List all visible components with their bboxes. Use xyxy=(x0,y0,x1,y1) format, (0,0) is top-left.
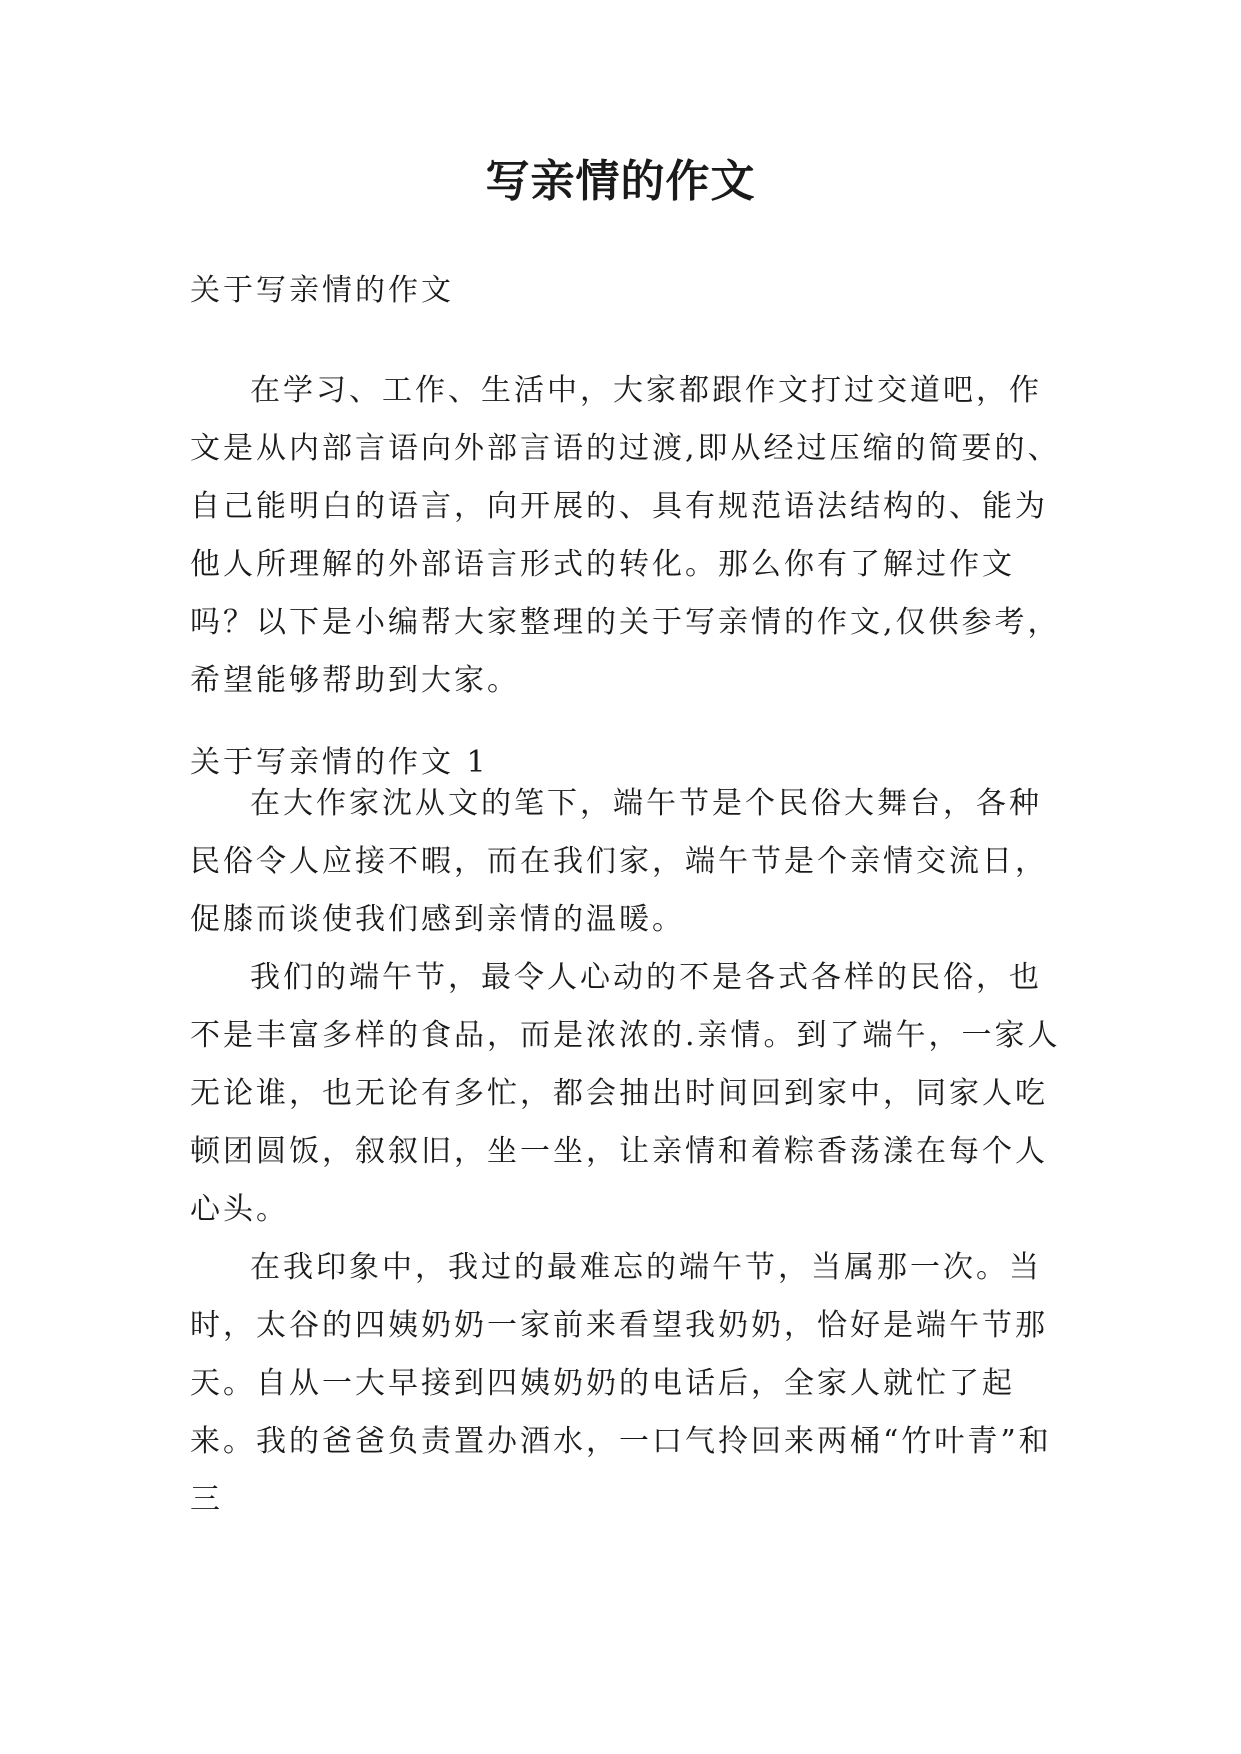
body-paragraph: 在我印象中，我过的最难忘的端午节，当属那一次。当时，太谷的四姨奶奶一家前来看望我奶奶，恰好是端午节那天。自从一大早接到四姨奶奶的电话后，全家人就忙了起来。我的爸爸负责置办酒水，一口气拎回来两桶“竹叶青”和三 xyxy=(190,1250,1052,1517)
intro-paragraph: 在学习、工作、生活中，大家都跟作文打过交道吧，作文是从内部言语向外部言语的过渡,即从经过压缩的简要的、自己能明白的语言，向开展的、具有规范语法结构的、能为他人所理解的外部语言形式的转化。那么你有了解过作文吗？以下是小编帮大家整理的关于写亲情的作文,仅供参考，希望能够帮助到大家。 xyxy=(190,373,1061,698)
document-title: 写亲情的作文 xyxy=(485,156,756,207)
body-paragraph: 我们的端午节，最令人心动的不是各式各样的民俗，也不是丰富多样的食品，而是浓浓的.亲情。到了端午，一家人无论谁，也无论有多忙，都会抽出时间回到家中，同家人吃顿团圆饭，叙叙旧，坐一坐，让亲情和着粽香荡漾在每个人心头。 xyxy=(190,960,1061,1227)
section-heading: 关于写亲情的作文 1 xyxy=(190,745,489,780)
intro-heading: 关于写亲情的作文 xyxy=(190,273,454,308)
body-paragraph: 在大作家沈从文的笔下，端午节是个民俗大舞台，各种民俗令人应接不暇，而在我们家，端午节是个亲情交流日，促膝而谈使我们感到亲情的温暖。 xyxy=(190,786,1048,937)
section-body xyxy=(190,775,1070,1529)
